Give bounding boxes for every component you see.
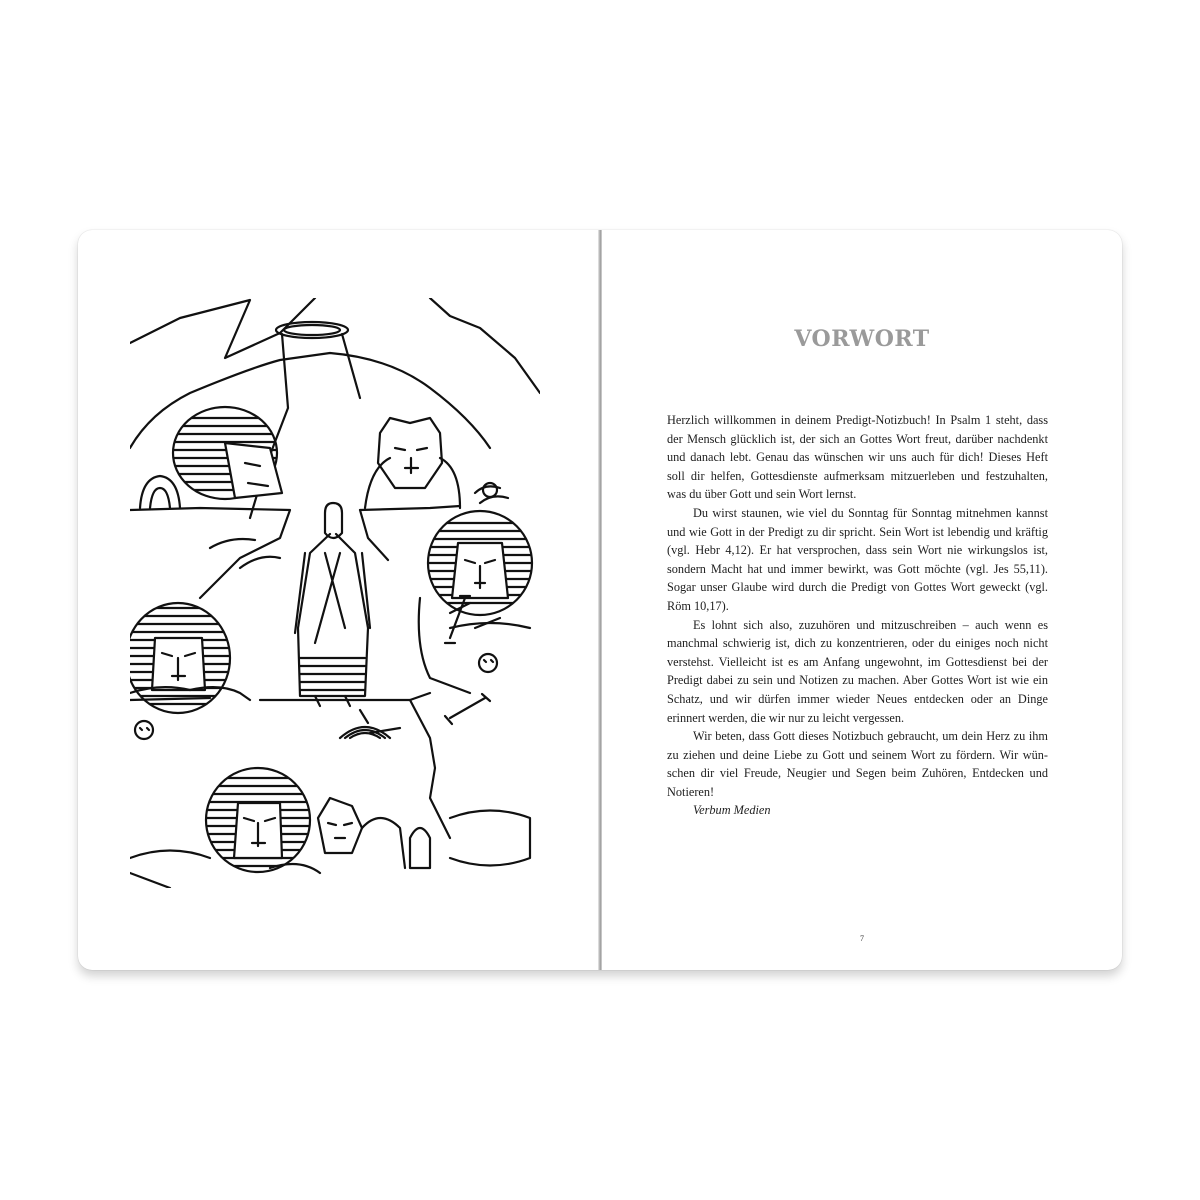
paragraph-4: Wir beten, dass Gott dieses Notizbuch gebraucht, um dein Herz zu ihm zu ziehen und deine Liebe zu Gott und seinem Wort zu fördern. Wir wünschen dir viel Freude, Neugier und Segen beim Zuhören, Entdecken und Notieren! [667,729,1048,799]
page-title: VORWORT [794,326,930,352]
body-text [667,411,1048,820]
page-number: 7 [860,934,864,943]
open-book [78,230,1122,970]
right-page [602,230,1122,970]
paragraph-3: Es lohnt sich also, zuzuhören und mitzuschreiben – auch wenn es manchmal schwierig ist, dich zu konzentrieren, oder du einiges noch nicht verstehst. Vielleicht ist es am Anfang ungewohnt, im Gottesdienst bei der Predigt dabei zu sein und Notizen zu machen. Aber Gottes Wort ist wie ein Schatz, und wir dürfen immer wieder Neues entdecken oder an Dinge erinnert werden, die wir nur zu leicht vergessen. [667,617,1048,725]
paragraph-1: Herzlich willkommen in deinem Predigt-Notizbuch! In Psalm 1 steht, dass der Mensch glücklich ist, der sich an Gottes Wort freut, darüber nachdenkt und danach lebt. Genau das wünschen wir uns auch für dich! Dieses Heft soll dir helfen, Gottesdienste aufmerksam mitzuerleben und festzuhalten, was du über Gott und sein Wort lernst. [667,413,1048,502]
paragraph-2: Du wirst staunen, wie viel du Sonntag für Sonntag mitnehmen kannst und wie Gott in der Predigt zu dir spricht. Sein Wort ist lebendig und kräftig (vgl. Hebr 4,12). Er hat versprochen, dass sein Wort nie wirkungslos ist, sondern Macht hat und immer bewirkt, was Gott möchte (vgl. Jes 55,11). Sogar unser Glaube wird durch die Predigt von Gottes Wort geweckt (vgl. Röm 10,17). [667,505,1048,613]
lions-den-illustration [130,298,540,888]
signature: Verbum Medien [693,803,771,818]
left-page [78,230,598,970]
